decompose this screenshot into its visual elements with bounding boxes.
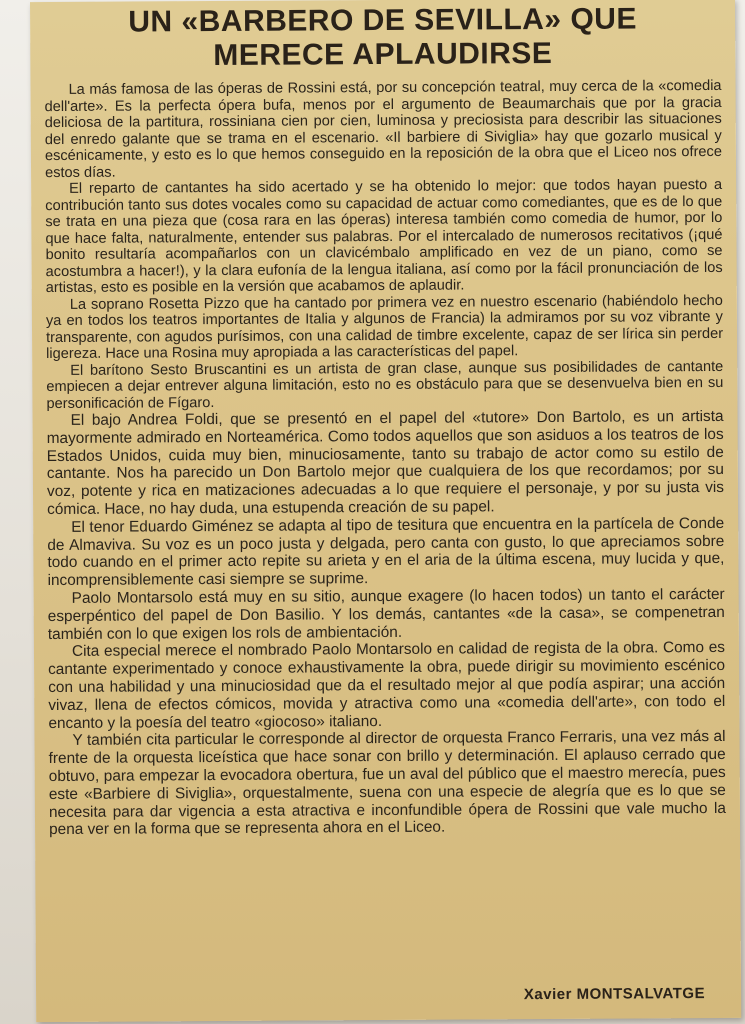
headline-line-1: UN «BARBERO DE SEVILLA» QUE: [128, 2, 638, 39]
paragraph-baritone: El barítono Sesto Bruscantini es un artista de gran clase, aunque sus posibilidades de cantante empiecen a dejar entrever alguna limitación, esto no es obstáculo para que se desenvuelva bien en su personificación de Fígaro.: [46, 358, 724, 412]
paragraph-montarsolo: Paolo Montarsolo está muy en su sitio, aunque exagere (lo hacen todos) un tanto el carácter esperpéntico del papel de Don Basilio. Y los demás, cantantes «de la casa», se compenetran también con lo que exigen los rols de ambientación.: [47, 585, 725, 643]
paragraph-soprano: La soprano Rosetta Pizzo que ha cantado por primera vez en nuestro escenario (habiéndolo hecho ya en todos los teatros importantes de Italia y algunos de Francia) la admiramos por su voz vibrante y transparente, con agudos purísimos, con una calidad de timbre excelente, capaz de ser lírica sin perder ligereza. Hace una Rosina muy apropiada a las características del papel.: [45, 292, 724, 363]
paragraph-conductor: Y también cita particular le corresponde al director de orquesta Franco Ferraris, una vez más al frente de la orquesta liceística que hace sonar con brillo y determinación. El aplauso cerrado que obtuvo, para empezar la evocadora obertura, fue un aval del público que el maestro merecía, pues este «Barbiere di Siviglia», orquestalmente, suena con una especie de alegría que es lo que se necesita para dar vigencia a esta atractiva e inconfundible ópera de Rossini que vale mucho la pena ver en la forma que se representa ahora en el Liceo.: [48, 728, 726, 839]
headline-line-2: MERECE APLAUDIRSE: [213, 36, 553, 73]
author-signature: Xavier MONTSALVATGE: [523, 985, 706, 1004]
headline: [30, 2, 735, 74]
newspaper-clipping: [30, 0, 741, 1022]
paragraph-bass: El bajo Andrea Foldi, que se presentó en el papel del «tutore» Don Bartolo, es un artista mayormente admirado en Norteamérica. Como todos aquellos que son asiduos a los teatros de los Estados Unidos, cuida muy bien, minuciosamente, tanto su trabajo de actor como su estilo de cantante. Nos ha parecido un Don Bartolo mejor que cualquiera de los que recordamos; por su voz, potente y rica en matizaciones adecuadas a lo que requiere el personaje, y por su justa vis cómica. Hace, no hay duda, una estupenda creación de su papel.: [46, 407, 725, 519]
paragraph-cast: El reparto de cantantes ha sido acertado y se ha obtenido lo mejor: que todos hayan puesto a contribución tanto sus dotes vocales como su capacidad de actuar como comediantes, que es de lo que se trata en una pieza que (cosa rara en las óperas) interesa también como comedia de humor, por lo que hace falta, naturalmente, entender sus palabras. Por el intercalado de numerosos recitativos (¡qué bonito resultaría acompañarlos con un clavicémbalo amplificado en vez de un piano, como se acostumbra a hacer!), y la clara eufonía de la lengua italiana, así como por la fácil pronunciación de los artistas, esto es posible en la versión que acabamos de aplaudir.: [45, 176, 723, 297]
paragraph-director: Cita especial merece el nombrado Paolo Montarsolo en calidad de regista de la obra. Como es cantante experimentado y conoce exhaustivamente la obra, puede dirigir su movimiento escénico con una habilidad y una minuciosidad que da el resultado mejor al que podía aspirar; una acción vivaz, llena de efectos cómicos, movida y atractiva como una «comedia dell'arte», con todo el encanto y la poesía del teatro «giocoso» italiano.: [48, 639, 726, 732]
paragraph-tenor: El tenor Eduardo Giménez se adapta al tipo de tesitura que encuentra en la partícela de Conde de Almaviva. Su voz es un poco justa y delgada, pero canta con gusto, lo que apreciamos sobre todo cuando en el primer acto repite su arieta y en el aria de la última escena, muy lucida y que, incomprensiblemente casi siempre se suprime.: [47, 514, 725, 590]
paragraph-intro: La más famosa de las óperas de Rossini está, por su concepción teatral, muy cerca de la «comedia dell'arte». Es la perfecta ópera bufa, menos por el argumento de Beaumarchais que por la gracia deliciosa de la partitura, rossiniana cien por cien, luminosa y preciosista para describir las situaciones del enredo galante que se trama en el escenario. «Il barbiere di Siviglia» hay que gozarlo musical y escénicamente, y esto es lo que hemos conseguido en la reposición de la obra que el Liceo nos ofrece estos días.: [44, 77, 722, 181]
article-body: [44, 78, 726, 839]
